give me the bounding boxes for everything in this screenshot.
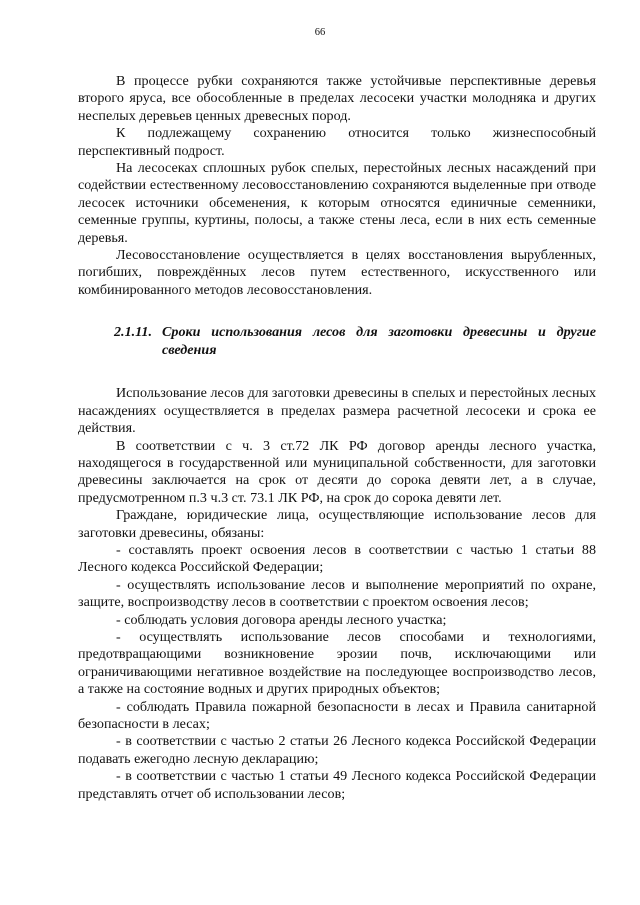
paragraph: На лесосеках сплошных рубок спелых, перестойных лесных насаждений при содействии естественному лесовосстановлению сохраняются выделенные при отводе лесосек источники обсеменения, к которым относятся единичные семенники, семенные группы, куртины, полосы, а также стены леса, если в них есть семенные деревья. — [78, 160, 596, 246]
paragraph: Использование лесов для заготовки древесины в спелых и перестойных лесных насаждениях осуществляется в пределах размера расчетной лесосеки и срока ее действия. — [78, 385, 596, 437]
list-item: - составлять проект освоения лесов в соответствии с частью 1 статьи 88 Лесного кодекса Российской Федерации; — [78, 541, 596, 576]
list-item: - соблюдать Правила пожарной безопасности в лесах и Правила санитарной безопасности в лесах; — [78, 698, 596, 732]
list-item: - соблюдать условия договора аренды лесного участка; — [116, 611, 447, 628]
list-item: - в соответствии с частью 1 статьи 49 Лесного кодекса Российской Федерации представлять отчет об использовании лесов; — [78, 768, 596, 802]
paragraph: В процессе рубки сохраняются также устойчивые перспективные деревья второго яруса, все обособленные в пределах лесосеки участки молодняка и других неспелых деревьев ценных древесных пород. — [78, 73, 596, 124]
document-body — [78, 73, 596, 803]
list-item: - осуществлять использование лесов способами и технологиями, предотвращающими возникновение эрозии почв, исключающими или ограничивающими негативное воздействие на последующее воспроизводство лесов, а также на состояние водных и других природных объектов; — [78, 628, 596, 698]
paragraph: К подлежащему сохранению относится только жизнеспособный перспективный подрост. — [78, 125, 596, 159]
paragraph: В соответствии с ч. 3 ст.72 ЛК РФ договор аренды лесного участка, находящегося в государственной или муниципальной собственности, для заготовки древесины заключается на срок от десяти до сорока девяти лет, а в случае, предусмотренном п.3 ч.3 ст. 73.1 ЛК РФ, на срок до сорока девяти лет. — [78, 437, 596, 506]
section-title: Сроки использования лесов для заготовки древесины и другие сведения — [162, 324, 596, 359]
list-item: - осуществлять использование лесов и выполнение мероприятий по охране, защите, воспроизводству лесов в соответствии с проектом освоения лесов; — [78, 576, 596, 611]
section-heading — [78, 323, 596, 359]
list-item: - в соответствии с частью 2 статьи 26 Лесного кодекса Российской Федерации подавать ежегодно лесную декларацию; — [78, 733, 596, 767]
page-number: 66 — [314, 27, 326, 38]
paragraph: Лесовосстановление осуществляется в целях восстановления вырубленных, погибших, повреждённых лесов путем естественного, искусственного или комбинированного методов лесовосстановления. — [78, 247, 596, 298]
section-number: 2.1.11. — [114, 324, 152, 341]
paragraph: Граждане, юридические лица, осуществляющие использование лесов для заготовки древесины, обязаны: — [78, 507, 596, 541]
